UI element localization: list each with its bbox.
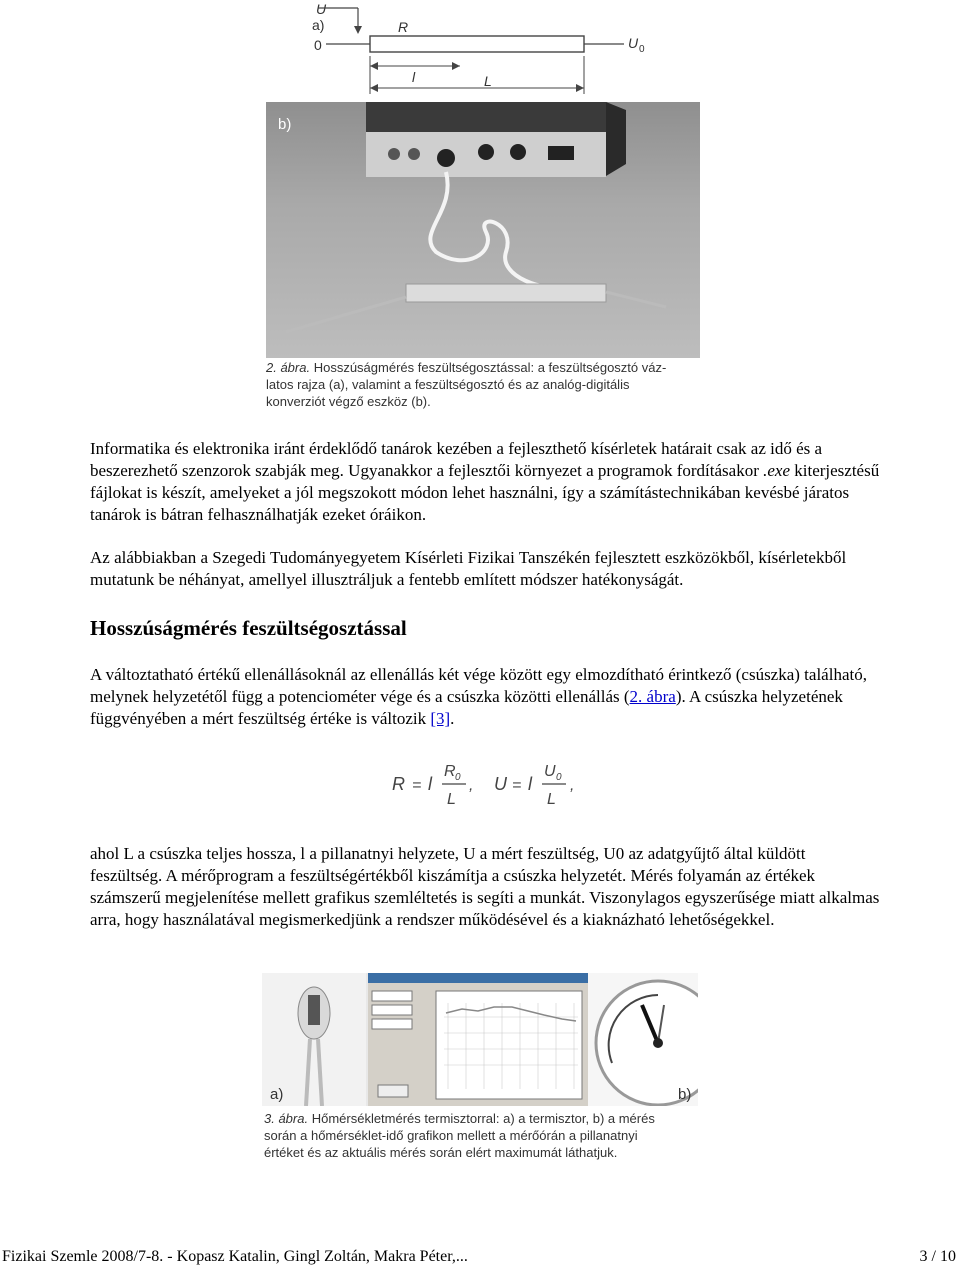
paragraph-potentiometer-text2: ). A csúszka helyzetének függvényében a mért feszültség értéke is változik	[90, 687, 843, 728]
voltage-divider-photo	[266, 102, 700, 358]
paragraph-description: ahol L a csúszka teljes hossza, l a pillanatnyi helyzete, U a mért feszültség, U0 az adatgyűjtő által küldött feszültség. A mérőprogram a feszültségértékből kiszámítja a csúszka helyzetét. Mérés folyamán az értékek számszerű megjelenítése mellett grafikus szemléltetés is segíti a munkát. Viszonylagos egyszerűsége miatt alkalmas arra, hogy használatával megismerkedjünk a rendszer működésével és a kiaknázható lehetőségekkel.	[90, 844, 880, 929]
diagram-label-l: l	[412, 69, 416, 85]
thermistor-figure	[262, 973, 698, 1106]
figure3-label-b: b)	[678, 1086, 692, 1103]
figure2-link[interactable]: 2. ábra	[629, 687, 676, 706]
formula-comma1: ,	[469, 777, 474, 794]
figure3-label-a: a)	[270, 1086, 284, 1103]
formula-eq2: =	[512, 777, 522, 794]
diagram-label-r: R	[398, 19, 409, 35]
formula-l: l	[428, 774, 432, 794]
diagram-label-u: U	[316, 1, 327, 17]
figure2-caption	[266, 359, 706, 410]
paragraph-potentiometer	[90, 664, 880, 730]
paragraph-potentiometer-text1: A változtatható értékű ellenállásoknál az ellenállás két vége között egy elmozdítható érintkező (csúszka) található, melynek helyzetétől függ a potenciométer vége és a csúszka közötti ellenállás (	[90, 665, 867, 706]
figure2-caption-number: 2. ábra.	[266, 360, 311, 375]
diagram-label-length: L	[484, 73, 492, 89]
device-photo-illustration	[266, 102, 700, 358]
formula-eq1: =	[412, 777, 422, 794]
formula-l-denominator1: L	[447, 791, 456, 808]
formula-l-denominator2: L	[547, 791, 556, 808]
figure3-caption-line1: Hőmérsékletmérés termisztorral: a) a termisztor, b) a mérés	[308, 1111, 655, 1126]
thermistor-figure-illustration	[262, 973, 698, 1106]
diagram-label-zero: 0	[314, 37, 322, 53]
diagram-panel-label: a)	[312, 17, 325, 33]
formula-r0: R	[444, 763, 456, 780]
section-heading: Hosszúságmérés feszültségosztással	[90, 616, 407, 640]
diagram-label-u0: U	[628, 35, 639, 51]
figure3-caption-number: 3. ábra.	[264, 1111, 309, 1126]
figure3-caption-line2: során a hőmérséklet-idő grafikon mellett a mérőórán a pillanatnyi	[264, 1128, 638, 1143]
formula-u0-sub: 0	[556, 772, 562, 783]
paragraph-potentiometer-text3: .	[450, 709, 455, 728]
formula-l2: l	[528, 774, 532, 794]
photo-panel-label: b)	[278, 116, 292, 133]
paragraph-overview: Az alábbiakban a Szegedi Tudományegyetem Kísérleti Fizikai Tanszékén fejlesztett eszközökből, kísérletekből mutatunk be néhányat, amellyel illusztráljuk a fentebb említett módszer hatékonyságát.	[90, 548, 847, 589]
figure2-caption-line3: konverziót végző eszköz (b).	[266, 394, 431, 409]
paragraph-intro	[90, 438, 880, 526]
formula-r: R	[392, 774, 405, 794]
footer-source: Fizikai Szemle 2008/7-8. - Kopasz Katalin, Gingl Zoltán, Makra Péter,...	[2, 1248, 468, 1265]
figure3-caption-line3: értéket és az aktuális mérés során elért maximumát láthatjuk.	[264, 1145, 618, 1160]
figure2-caption-line2: latos rajza (a), valamint a feszültségosztó és az analóg-digitális	[266, 377, 630, 392]
formula-u0: U	[544, 763, 556, 780]
page-number: 3 / 10	[919, 1248, 956, 1265]
exe-extension: .exe	[763, 461, 790, 480]
figure2-caption-line1: Hosszúságmérés feszültségosztással: a feszültségosztó váz-	[310, 360, 667, 375]
formula	[390, 756, 580, 812]
diagram-label-u0-sub: 0	[639, 44, 645, 55]
paragraph-intro-part2: kiterjesztésű fájlokat is készít, amelyeket a jól megszokott módon lehet használni, így a számítástechnikában kevésbé járatos tanárok is bátran felhasználhatják ezeket óráikon.	[90, 461, 880, 524]
formula-comma2: ,	[570, 777, 575, 794]
figure3-caption	[264, 1110, 704, 1161]
voltage-divider-diagram	[300, 0, 660, 98]
formula-r0-sub: 0	[455, 772, 461, 783]
paragraph-intro-part1: Informatika és elektronika iránt érdeklődő tanárok kezében a fejleszthető kísérletek határait csak az idő és a beszerezhető szenzorok szabják meg. Ugyanakkor a fejlesztői környezet a programok fordításakor	[90, 439, 823, 480]
formula-u: U	[494, 774, 507, 794]
reference-link[interactable]: [3]	[430, 709, 451, 728]
